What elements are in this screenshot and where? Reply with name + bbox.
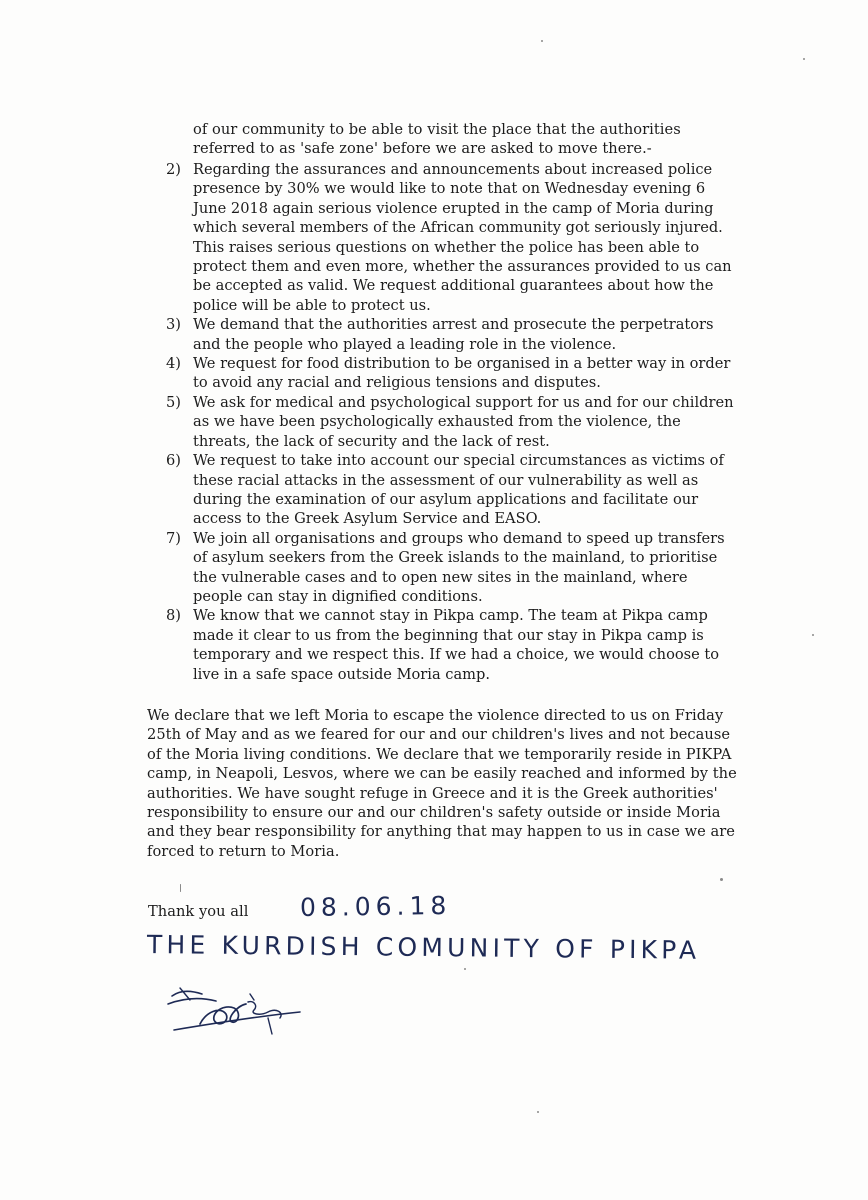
item-number: 7) <box>166 529 181 547</box>
item-text: We demand that the authorities arrest and prosecute the perpetrators and the people who played a leading role in the violence. <box>193 316 714 353</box>
scan-speck <box>720 878 723 881</box>
item-text: Regarding the assurances and announcements about increased police presence by 30% we would like to note that on Wednesday evening 6 June 2018 again serious violence erupted in the camp of Moria during which several members of the African community got seriously injured. This raises serious questions on whether the police has been able to protect them and even more, whether the assurances provided to us can be accepted as valid. We request additional guarantees about how the police will be able to protect us. <box>193 161 732 314</box>
declaration-paragraph: We declare that we left Moria to escape the violence directed to us on Friday 25th of May and as we feared for our and our children's lives and not because of the Moria living conditions. We declare that we temporarily reside in PIKPA camp, in Neapoli, Lesvos, where we can be easily reached and informed by the authorities. We have sought refuge in Greece and it is the Greek authorities' responsibility to ensure our and our children's safety outside or inside Moria and they bear responsibility for anything that may happen to us in case we are forced to return to Moria. <box>147 707 737 860</box>
item-number: 5) <box>166 393 181 411</box>
list-item <box>166 451 738 529</box>
closing-text: Thank you all <box>148 903 249 920</box>
item-text: We know that we cannot stay in Pikpa camp. The team at Pikpa camp made it clear to us from the beginning that our stay in Pikpa camp is temporary and we respect this. If we had a choice, we would choose to live in a safe space outside Moria camp. <box>193 607 720 683</box>
list-item <box>166 393 738 451</box>
list-item <box>166 315 738 354</box>
item-text: We ask for medical and psychological support for us and for our children as we have been psychologically exhausted from the violence, the threats, the lack of security and the lack of rest. <box>193 393 734 450</box>
continuation-paragraph: of our community to be able to visit the place that the authorities referred to as 'safe zone' before we are asked to move there.- <box>193 121 681 158</box>
list-item <box>166 529 738 607</box>
list-item <box>166 606 738 684</box>
list-item <box>166 354 738 393</box>
item-number: 8) <box>166 607 181 625</box>
scan-speck <box>541 40 543 42</box>
item-text: We request to take into account our special circumstances as victims of these racial attacks in the assessment of our vulnerability as well as during the examination of our asylum applications and facilitate our access to the Greek Asylum Service and EASO. <box>193 452 724 528</box>
signature-scribble <box>150 982 320 1042</box>
item-number: 6) <box>166 452 181 470</box>
scan-speck <box>180 884 181 892</box>
scan-speck <box>812 634 814 636</box>
item-text: We join all organisations and groups who demand to speed up transfers of asylum seekers from the Greek islands to the mainland, to prioritise the vulnerable cases and to open new sites in the mainland, where people can stay in dignified conditions. <box>193 529 725 605</box>
scan-speck <box>464 968 466 970</box>
item-text: We request for food distribution to be organised in a better way in order to avoid any racial and religious tensions and disputes. <box>193 355 731 392</box>
item-number: 4) <box>166 355 181 373</box>
list-item <box>166 160 738 315</box>
item-number: 2) <box>166 161 181 178</box>
handwritten-date: 08.06.18 <box>299 890 452 923</box>
scan-speck <box>537 1111 539 1113</box>
scan-speck <box>803 58 805 60</box>
item-number: 3) <box>166 316 181 334</box>
demands-list <box>166 160 738 684</box>
handwritten-signoff: THE KURDISH COMUNITY OF PIKPA <box>146 930 701 965</box>
